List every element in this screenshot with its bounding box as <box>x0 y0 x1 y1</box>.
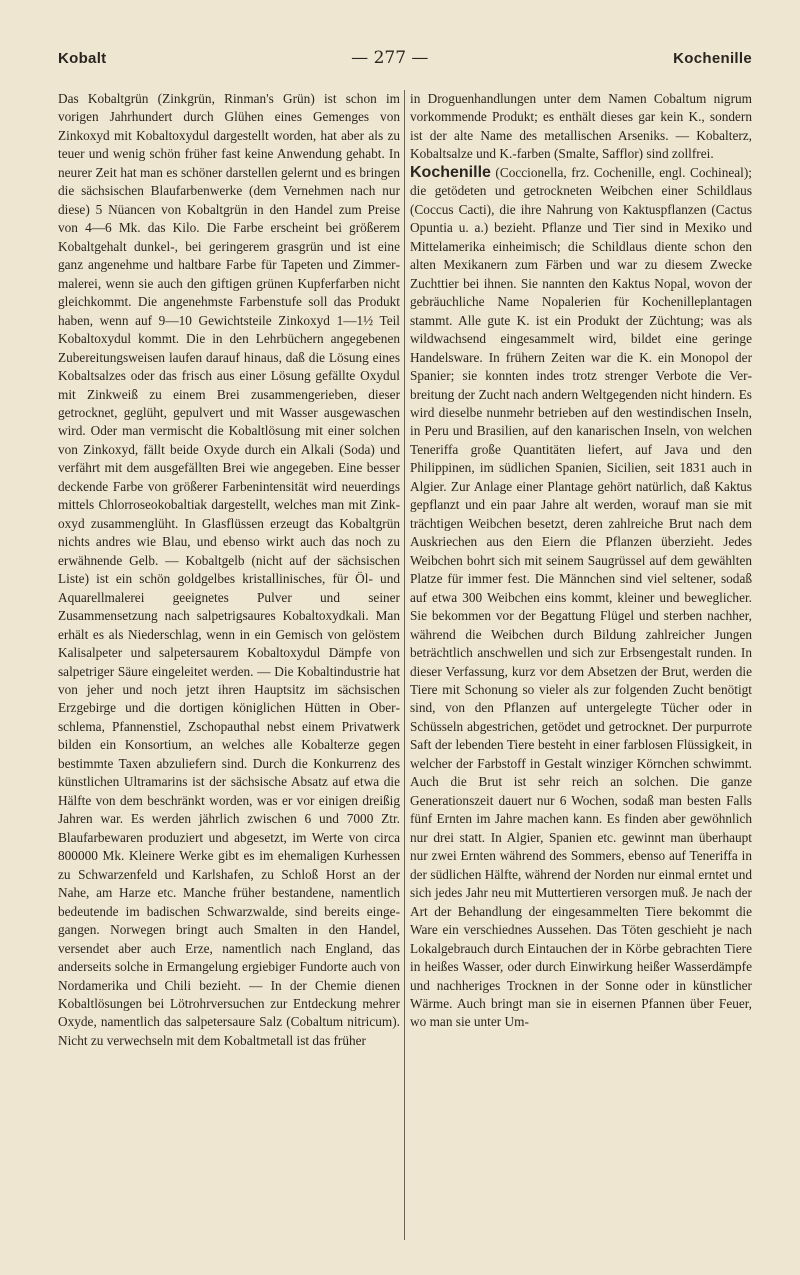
running-header <box>58 48 752 74</box>
kochenille-entry <box>410 164 752 1032</box>
header-right-keyword: Kochenille <box>673 50 752 67</box>
right-column-intro: in Droguenhandlungen unter dem Namen Cobaltum nigrum vorkommende Produkt; es enthält dieses gar kein K., sondern ist der alte Name des metallischen Arseniks. — Kobalterz, Kobaltsalze und K.-farben (Smalte, Safflor) sind zollfrei. <box>410 91 752 162</box>
entry-body: (Coccionella, frz. Cochenille, engl. Cochineal); die getödeten und getrockneten Weibchen einer Schildlaus (Coccus Cacti), die ihre Nahrung von Kaktuspflanzen (Cactus Opuntia u. a.) bezieht. Pflanze und Tier sind in Mexiko und Mittelamerika einheimisch; die Schildlaus diente schon den alten Mexikanern zum Färben und war zu diesem Zwecke Zuchttier bei ihnen. Sie nannten den Kaktus Nopal, wovon der gebräuchliche Name Nopalerien für Kochenilleplantagen stammt. Alle gute K. ist ein Produkt der Züchtung; was als wildwachsend eingesammelt wird, bildet eine geringe Handelsware. In frühern Zeiten war die K. ein Monopol der Spanier; sie konnten indes trotz strenger Verbote die Verbreitung der Zucht nach andern Weltgegenden nicht hindern. Es wird dieselbe nunmehr betrieben auf den westindischen Inseln, in Peru und Brasilien, auf den kanarischen Inseln, von welchen Teneriffa große Quantitäten liefert, auf Java und den Philippinen, im südlichen Spanien, Sicilien, seit 1831 auch in Algier. Zur Anlage einer Plantage gehört natürlich, daß Kaktus gepflanzt und ein paar Jahre alt werden, worauf man sie mit trächtigen Weibchen besetzt, deren zahlreiche Brut nach dem Auskriechen aus den Eiern die Pflanzen überzieht. Jedes Weibchen bohrt sich mit seinem Saugrüssel auf dem gewählten Platze für immer fest. Die Männchen sind viel seltener, sodaß auf etwa 300 Weibchen eins kommt, kleiner und beweglicher. Sie bekommen vor der Begattung Flügel und sterben nachher, während die Weibchen durch Bildung zahlreicher Jungen beträchtlich anschwellen und sich zur Erbsengestalt runden. In dieser Verfassung, kurz vor dem Absetzen der Brut, werden die Tiere mit Schonung so vieler als zur folgenden Zucht benötigt sind, von den Pflanzen auf untergelegte Tücher oder in Schüsseln abgestrichen, getödet und getrocknet. Der purpurrote Saft der lebenden Tiere besteht in einer farblosen Flüssigkeit, in welcher der Farbstoff in Gestalt winziger Körnchen schwimmt. Auch die Brut ist sehr reich an solchen. Die ganze Generationszeit dauert nur 6 Wochen, sodaß man besten Falls fünf Ernten im Jahre machen kann. Es finden aber gewöhnlich nur drei statt. In Algier, Spanien etc. gewinnt man überhaupt nur zwei Ernten während des Sommers, ebenso auf Teneriffa in der südlichen Hälfte, während der Norden nur einmal erntet und sich jedes Jahr neu mit Muttertieren versorgen muß. Je nach der Art der Behandlung der eingesammelten Tiere bekommt die Ware ein verschiednes Aussehen. Das Töten geschieht je nach Lokalgebrauch durch Eintauchen der in Körbe gebrachten Tiere in heißes Wasser, oder durch Einwirkung heißer Wasserdämpfe und nachheriges Trocknen in der Sonne oder in künstlicher Wärme. Auch bringt man sie in eisernen Pfannen über Feuer, wo man sie unter Um- <box>410 164 752 1030</box>
right-column <box>410 90 752 1240</box>
text-columns <box>58 90 752 1240</box>
page-number: — 277 — <box>351 48 429 68</box>
left-column <box>58 90 400 1240</box>
column-divider <box>404 90 405 1240</box>
entry-headword: Kochenille <box>410 163 491 181</box>
header-left-keyword: Kobalt <box>58 50 107 67</box>
left-column-text: Das Kobaltgrün (Zinkgrün, Rinman's Grün) ist schon im vorigen Jahrhundert durch Glühen eines Gemenges von Zinkoxyd mit Kobaltoxydul dargestellt worden, hat aber als zu teuer und wenig schön früher fast keine Anwendung gehabt. In neurer Zeit hat man es schöner darstellen gelernt und es bringen die sächsischen Blaufarbenwerke (dem Vernehmen nach nur diese) 5 Nüancen von Kobaltgrün in den Handel zum Preise von 4—6 Mk. das Kilo. Die Farbe erscheint bei größerem Kobaltgehalt dunkel-, bei geringerem grasgrün und ist eine ganz angenehme und haltbare Farbe für Tapeten und Zimmermalerei, wenn sie auch den giftigen grünen Kupferfarben nicht gleichkommt. Die angenehmste Farbenstufe soll das Produkt haben, wenn auf 9—10 Gewichtsteile Zinkoxyd 1—1½ Teil Kobaltoxydul kommt. Die in den Lehrbüchern angegebenen Zubereitungsweisen laufen darauf hinaus, daß die Lösung eines Kobaltsalzes oder das frisch aus einer Lösung gefällte Oxydul mit Zinkweiß zu einem Brei zusammengerieben, dieser getrocknet, geglüht, gepulvert und mit Wasser ausgewaschen wird. Oder man vermischt die Kobaltlösung mit einer solchen von Zinkoxyd, fällt beide Oxyde durch ein Alkali (Soda) und verfährt mit dem ausgefällten Brei wie angegeben. Eine besser deckende Farbe von größerer Farbenintensität wird neuerdings mittels Chlorroseokobaltiak dargestellt, welches man mit Zinkoxyd zusammenglüht. In Glasflüssen erzeugt das Kobaltgrün nichts andres wie Blau, und ebenso wirkt auch das noch zu erwähnende Gelb. — Kobaltgelb (nicht auf der sächsischen Liste) ist ein schön goldgelbes kristallinisches, für Öl- und Aquarellmalerei geeignetes Pulver und seiner Zusammensetzung nach salpetrigsaures Kobaltoxydkali. Man erhält es als Niederschlag, wenn in ein Gemisch von gelöstem Kalisalpeter und salpetersaurem Kobaltoxydul Dämpfe von salpetriger Säure eingeleitet werden. — Die Kobaltindustrie hat von jeher und noch jetzt ihren Hauptsitz im sächsischen Erzgebirge und die dortigen königlichen Hütten in Oberschlema, Pfannenstiel, Zschopauthal nebst einem Privatwerk bilden ein Konsortium, an welches alle Kobalterze gegen bestimmte Taxen abzuliefern sind. Durch die Konkurrenz des künstlichen Ultramarins ist der sächsische Absatz auf etwa die Hälfte von dem beschränkt worden, was er vor einigen dreißig Jahren war. Es werden jährlich zwischen 6 und 7000 Ztr. Blaufarbewaren produziert und abgesetzt, im Werte von circa 800000 Mk. Kleinere Werke gibt es im ehemaligen Kurhessen zu Schwarzenfeld und Karlshafen, zu Schloß Horst an der Nahe, am Harze etc. Manche früher bestandene, namentlich bedeutende im badischen Schwarzwalde, sind bereits eingegangen. Norwegen bringt auch Smalten in den Handel, versendet aber auch Erze, namentlich nach England, das anderseits solche in Ermangelung ergiebiger Fundorte auch von Nordamerika und Chili bezieht. — In der Chemie dienen Kobaltlösungen bei Lötrohrversuchen zur Entdeckung mehrer Oxyde, namentlich das salpetersaure Salz (Cobaltum nitricum). Nicht zu verwechseln mit dem Kobaltmetall ist das früher <box>58 91 400 1048</box>
